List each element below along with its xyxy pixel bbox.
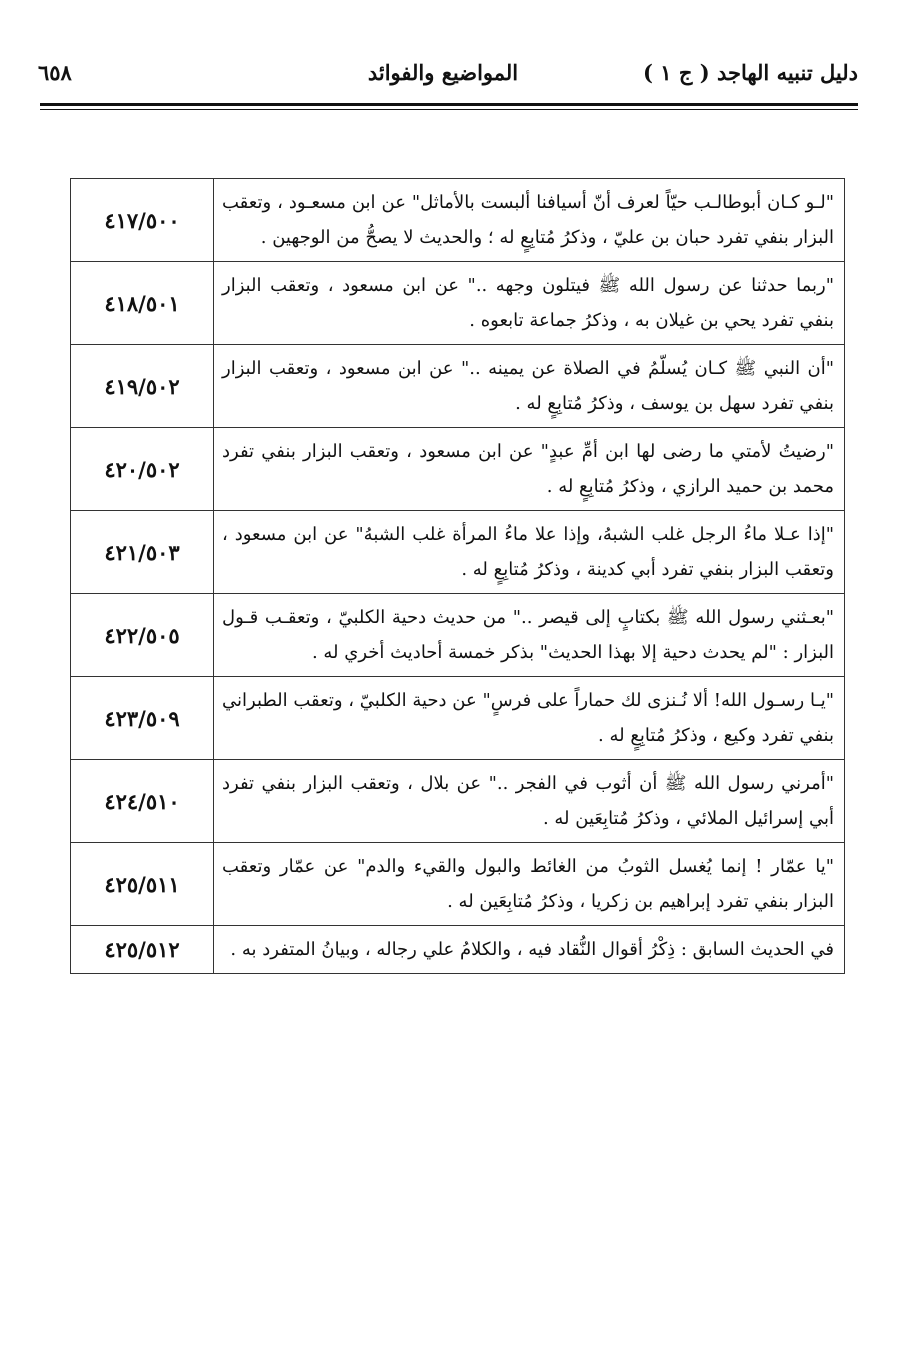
section-title: المواضيع والفوائد (367, 60, 519, 85)
book-title: دليل تنبيه الهاجد ( ج ١ ) (643, 60, 858, 85)
page-header (28, 52, 858, 96)
entry-ref (71, 428, 214, 511)
entry-ref-value: ٤٢١/٥٠٣ (104, 539, 180, 565)
table-row (71, 511, 845, 594)
entry-text: "يا عمّار ! إنما يُغسل الثوبُ من الغائط والبول والقيء والدم" عن عمّار وتعقب البزار بنفي تفرد إبراهيم بن زكريا ، وذكرُ مُتابِعَين له . (214, 843, 845, 926)
table-row (71, 760, 845, 843)
page-number: ٦٥٨ (38, 60, 72, 85)
table-row (71, 926, 845, 974)
table-row (71, 843, 845, 926)
entry-text: "لـو كـان أبوطالـب حيّاً لعرف أنّ أسيافنا ألبست بالأماثل" عن ابن مسعـود ، وتعقب البزار بنفي تفرد حبان بن عليّ ، وذكرُ مُتابِعٍ له ؛ والحديث لا يصحُّ من الوجهين . (214, 179, 845, 262)
entry-ref (71, 345, 214, 428)
entry-ref-value: ٤١٧/٥٠٠ (104, 207, 180, 233)
entry-text: في الحديث السابق : ذِكْرُ أقوال النُّقاد فيه ، والكلامُ علي رجاله ، وبيانُ المتفرد به . (214, 926, 845, 974)
table-row (71, 428, 845, 511)
entry-ref (71, 843, 214, 926)
entry-ref-value: ٤٢٠/٥٠٢ (104, 456, 180, 482)
entry-ref (71, 511, 214, 594)
entry-ref-value: ٤١٨/٥٠١ (104, 290, 180, 316)
table-row (71, 594, 845, 677)
entry-ref (71, 926, 214, 974)
entry-ref-value: ٤٢٣/٥٠٩ (104, 705, 180, 731)
header-rule-thick (40, 103, 858, 106)
entries-table (70, 178, 845, 974)
entry-ref (71, 760, 214, 843)
entry-ref (71, 594, 214, 677)
entry-text: "إذا عـلا ماءُ الرجل غلب الشبهُ، وإذا علا ماءُ المرأة غلب الشبهُ" عن ابن مسعود ، وتعقب البزار بنفي تفرد أبي كدينة ، وذكرُ مُتابِعٍ له . (214, 511, 845, 594)
entry-ref (71, 262, 214, 345)
entry-text: "أن النبي ﷺ كـان يُسلّمُ في الصلاة عن يمينه .." عن ابن مسعود ، وتعقب البزار بنفي تفرد سهل بن يوسف ، وذكرُ مُتابِعٍ له . (214, 345, 845, 428)
entry-ref-value: ٤٢٤/٥١٠ (104, 788, 180, 814)
entry-ref (71, 179, 214, 262)
entry-text: "يـا رسـول الله! ألا نُـنزى لك حماراً على فرسٍ" عن دحية الكلبيّ ، وتعقب الطبراني بنفي تفرد وكيع ، وذكرُ مُتابِعٍ له . (214, 677, 845, 760)
entry-ref (71, 677, 214, 760)
table-row (71, 262, 845, 345)
entry-text: "بعـثني رسول الله ﷺ بكتابٍ إلى قيصر .." من حديث دحية الكلبيّ ، وتعقـب قـول البزار : "لم يحدث دحية إلا بهذا الحديث" بذكر خمسة أحاديث أخري له . (214, 594, 845, 677)
table-row (71, 677, 845, 760)
entry-ref-value: ٤١٩/٥٠٢ (104, 373, 180, 399)
entry-text: "رضيتُ لأمتي ما رضى لها ابن أمِّ عبدٍ" عن ابن مسعود ، وتعقب البزار بنفي تفرد محمد بن حميد الرازي ، وذكرُ مُتابِعٍ له . (214, 428, 845, 511)
table-row (71, 179, 845, 262)
entry-ref-value: ٤٢٥/٥١٢ (104, 937, 180, 962)
header-rule-thin (40, 109, 858, 110)
entry-ref-value: ٤٢٢/٥٠٥ (104, 622, 180, 648)
table-row (71, 345, 845, 428)
entry-text: "ربما حدثنا عن رسول الله ﷺ فيتلون وجهه .." عن ابن مسعود ، وتعقب البزار بنفي تفرد يحي بن غيلان به ، وذكرُ جماعة تابعوه . (214, 262, 845, 345)
entry-text: "أمرني رسول الله ﷺ أن أثوب في الفجر .." عن بلال ، وتعقب البزار بنفي تفرد أبي إسرائيل الملائي ، وذكرُ مُتابِعَين له . (214, 760, 845, 843)
entry-ref-value: ٤٢٥/٥١١ (104, 871, 180, 897)
